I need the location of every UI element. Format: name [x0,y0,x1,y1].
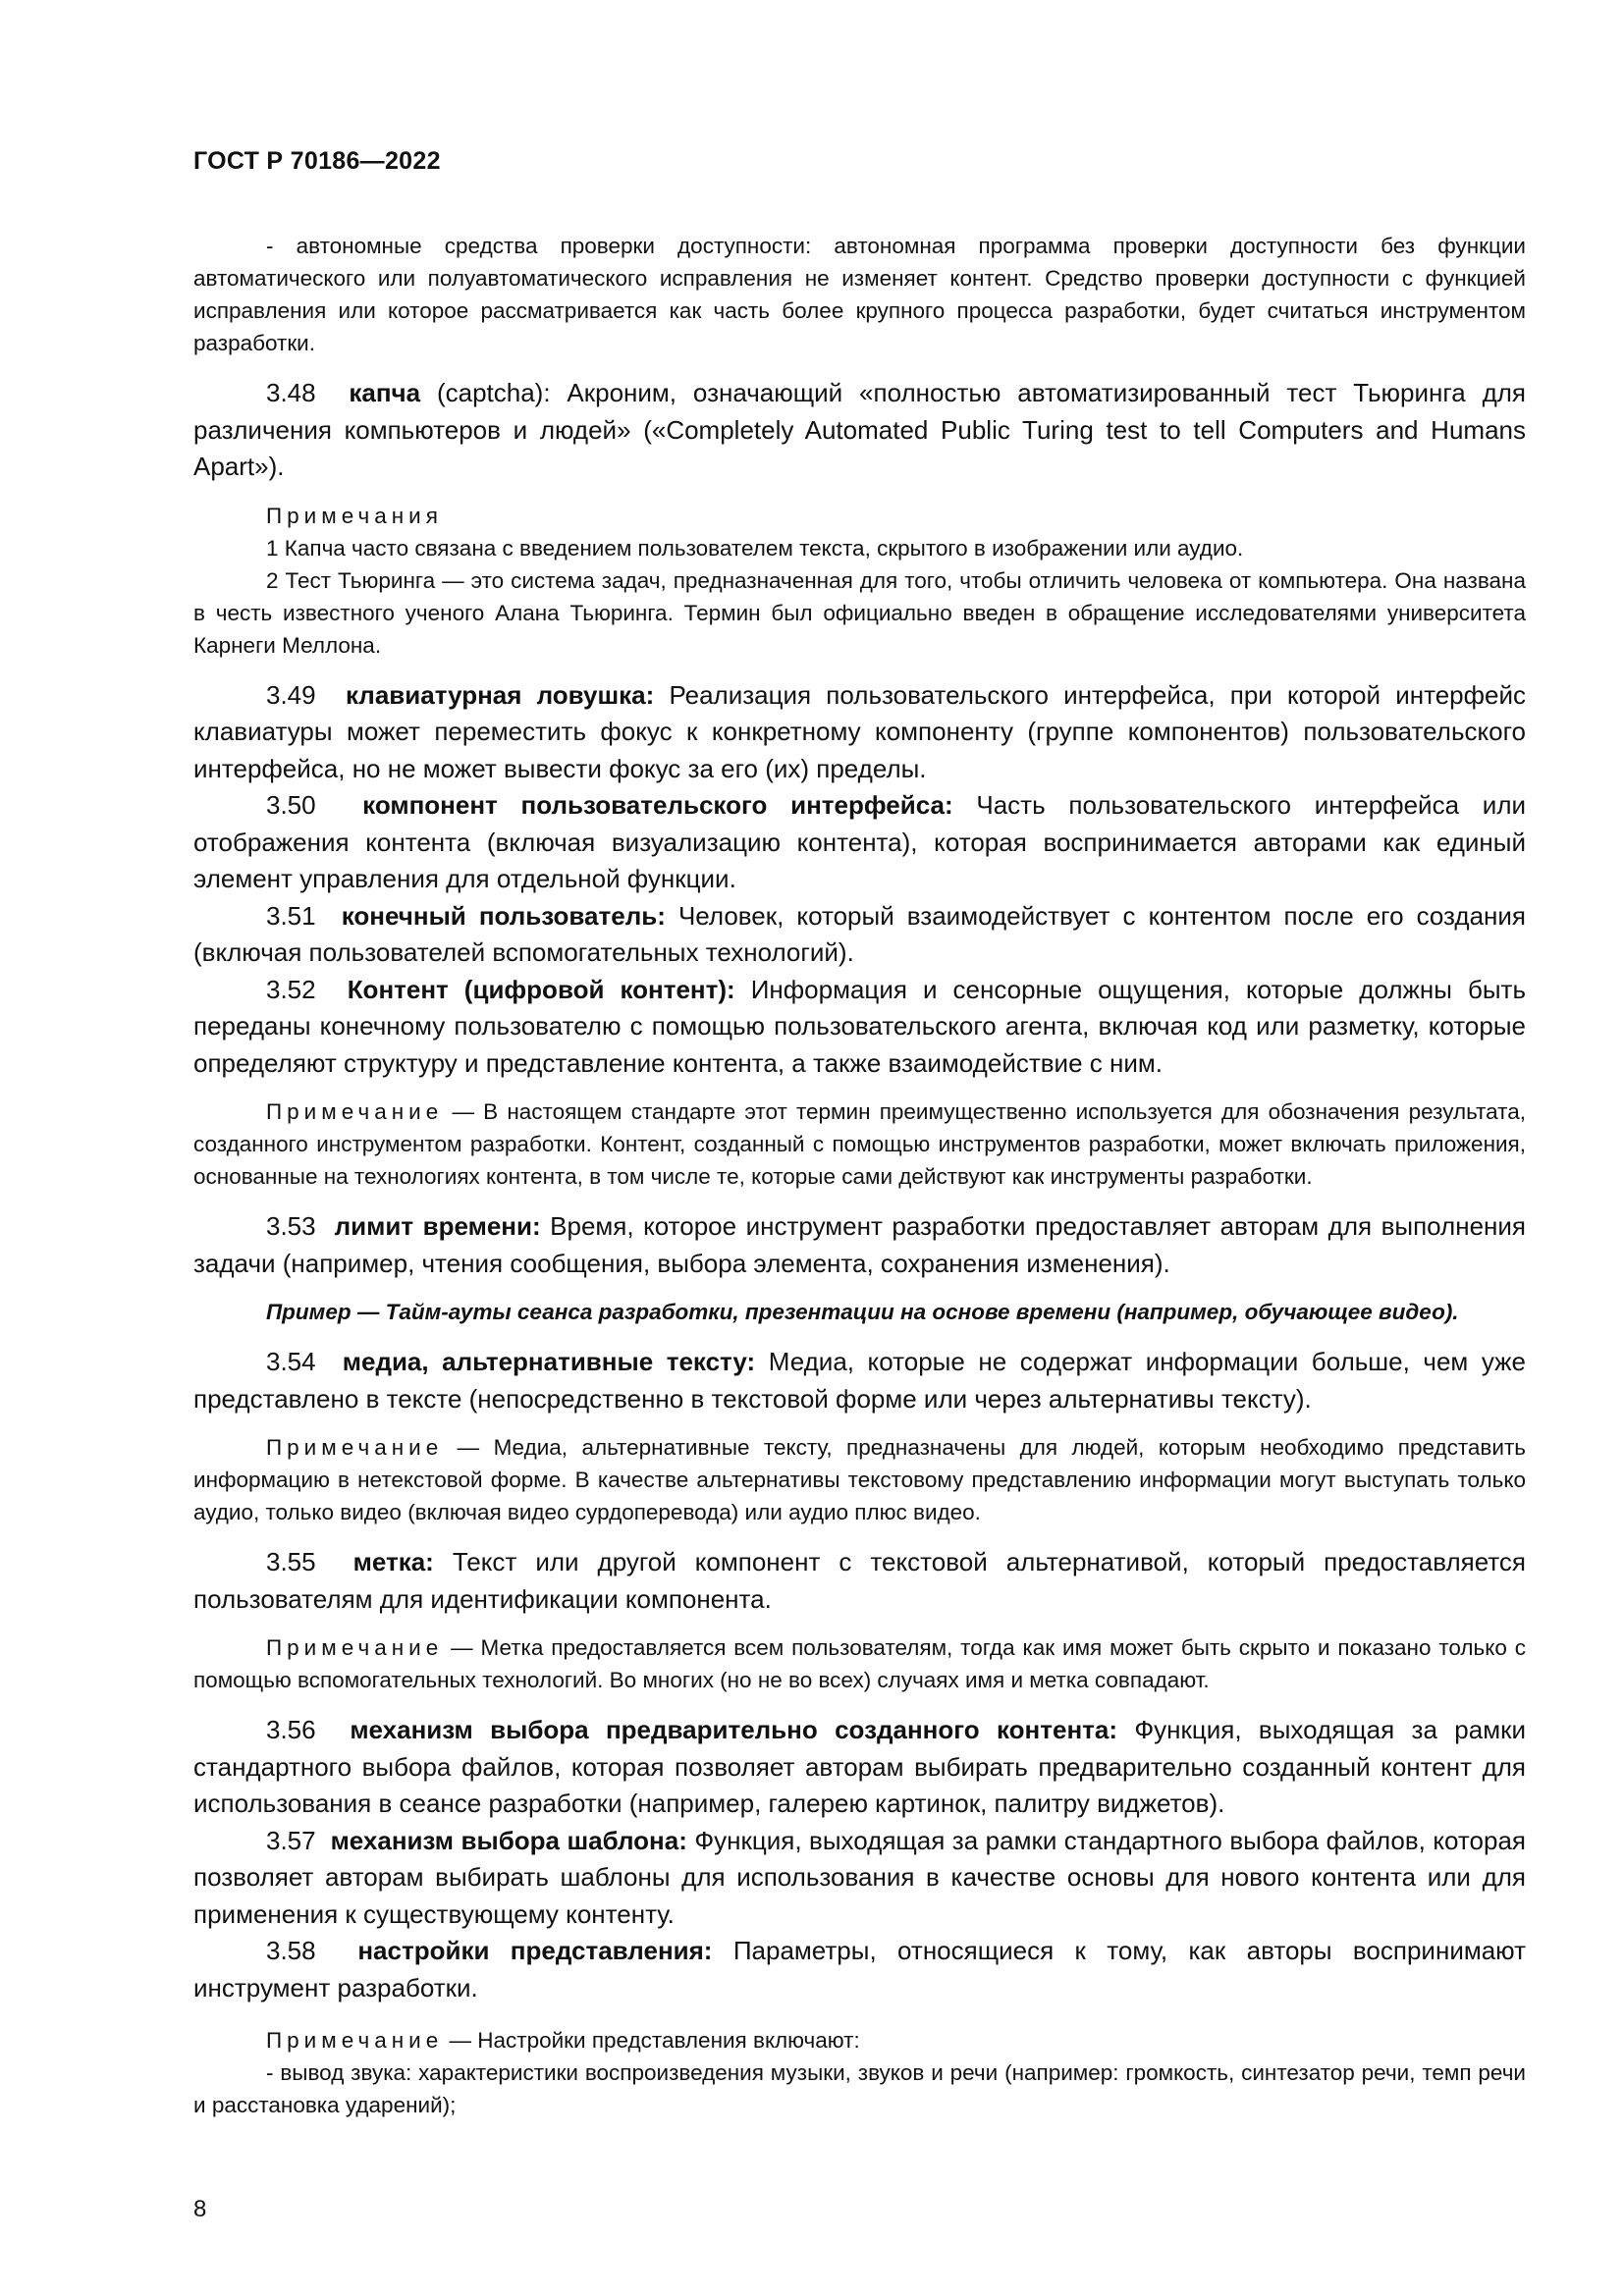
term-definition: Время, которое инструмент разработки предоставляет авторам для выполнения задачи (например, чтения сообщения, выбора элемента, сохранения изменения). [193,1211,1526,1278]
term-number: 3.56 [266,1715,316,1744]
note-label: Примечание [266,1635,444,1660]
term-definition: Медиа, которые не содержат информации больше, чем уже представлено в тексте (непосредственно в текстовой форме или через альтернативы тексту). [193,1347,1526,1414]
term-name: клавиатурная ловушка: [345,679,655,710]
note-text: — В настоящем стандарте этот термин преимущественно используется для обозначения результата, созданного инструментом разработки. Контент, созданный с помощью инструментов разработки, может включать приложения, основанные на технологиях контента, в том числе те, которые сами действуют как инструменты разработки. [193,1099,1526,1189]
term-3-53 [193,1208,1526,1282]
term-number: 3.52 [266,974,316,1004]
note-3-54 [193,1431,1526,1528]
term-name: медиа, альтернативные тексту: [342,1347,756,1376]
term-name: Контент (цифровой контент): [347,974,735,1004]
term-3-50 [193,787,1526,898]
term-3-49 [193,677,1526,788]
term-number: 3.57 [266,1825,316,1855]
term-number: 3.53 [266,1211,316,1241]
term-3-58 [193,1933,1526,2006]
note-2: 2 Тест Тьюринга — это система задач, предназначенная для того, чтобы отличить человека от компьютера. Она названа в честь известного ученого Алана Тьюринга. Термин был официально введен в обращение исследователями университета Карнеги Меллона. [193,567,1526,658]
term-definition: Реализация пользовательского интерфейса, при которой интерфейс клавиатуры может переместить фокус к конкретному компоненту (группе компонентов) пользовательского интерфейса, но не может вывести фокус за его (их) пределы. [193,679,1527,783]
note-3-55 [193,1631,1526,1696]
example-3-53: Пример — Тайм-ауты сеанса разработки, презентации на основе времени (например, обучающее видео). [266,1300,1459,1324]
term-name: настройки представления: [357,1936,713,1965]
term-number: 3.54 [266,1347,316,1376]
term-definition: Человек, который взаимодействует с контентом после его создания (включая пользователей вспомогательных технологий). [193,900,1526,967]
term-3-57 [193,1823,1526,1934]
term-3-48 [193,375,1526,486]
term-name: лимит времени: [334,1211,541,1241]
note-3-52 [193,1095,1526,1193]
note-1: 1 Капча часто связана с введением пользователем текста, скрытого в изображении или аудио. [266,535,1244,561]
term-definition: (captcha): Акроним, означающий «полностью автоматизированный тест Тьюринга для различения компьютеров и людей» («Completely Automated Public Turing test to tell Computers and Humans Apart»). [193,378,1527,481]
note-text: — Медиа, альтернативные тексту, предназначены для людей, которым необходимо представить информацию в нетекстовой форме. В качестве альтернативы текстовому представлению информации могут выступать только аудио, только видео (включая видео сурдоперевода) или аудио плюс видео. [193,1435,1526,1524]
term-name: капча [349,378,421,407]
term-name: конечный пользователь: [341,900,666,931]
term-name: метка: [352,1547,434,1576]
note-label: Примечание [266,1435,444,1460]
note-label: Примечание [266,2028,444,2053]
term-definition: Параметры, относящиеся к тому, как авторы воспринимают инструмент разработки. [193,1936,1527,2002]
term-definition: Часть пользовательского интерфейса или отображения контента (включая визуализацию контента), которая воспринимается авторами как единый элемент управления для отдельной функции. [193,790,1527,893]
note-3-58 [193,2024,1526,2056]
page-number: 8 [193,2196,207,2222]
term-definition: Функция, выходящая за рамки стандартного выбора файлов, которая позволяет авторам выбирать предварительно созданный контент для использования в сеансе разработки (например, галерею картинок, палитру виджетов). [193,1715,1526,1818]
term-number: 3.55 [266,1547,316,1576]
term-definition: Текст или другой компонент с текстовой альтернативой, который предоставляется пользователям для идентификации компонента. [193,1547,1527,1614]
notes-heading: Примечания [266,503,443,528]
term-definition: Функция, выходящая за рамки стандартного выбора файлов, которая позволяет авторам выбирать шаблоны для использования в качестве основы для нового контента или для применения к существующему контенту. [193,1825,1527,1929]
term-name: механизм выбора предварительно созданного контента: [350,1715,1117,1744]
term-3-54 [193,1344,1526,1417]
term-number: 3.58 [266,1936,316,1965]
term-name: механизм выбора шаблона: [330,1825,687,1855]
term-3-51 [193,898,1526,972]
term-number: 3.49 [266,679,316,710]
document-body [193,230,1526,2121]
term-number: 3.50 [266,790,316,820]
note-3-58-item: - вывод звука: характеристики воспроизведения музыки, звуков и речи (например: громкость, синтезатор речи, темп речи и расстановка ударений); [193,2060,1526,2117]
note-text: — Метка предоставляется всем пользователям, тогда как имя может быть скрыто и показано только с помощью вспомогательных технологий. Во многих (но не во всех) случаях имя и метка совпадают. [193,1635,1526,1692]
note-label: Примечание [266,1099,444,1124]
term-definition: Информация и сенсорные ощущения, которые должны быть переданы конечному пользователю с помощью пользовательского агента, включая код или разметку, которые определяют структуру и представление контента, а также взаимодействие с ним. [193,974,1527,1078]
note-text: — Настройки представления включают: [449,2028,860,2053]
term-number: 3.48 [266,378,316,407]
term-3-55 [193,1544,1526,1618]
term-3-56 [193,1712,1526,1823]
term-number: 3.51 [266,900,316,931]
term-name: компонент пользовательского интерфейса: [362,790,953,820]
document-id-header: ГОСТ Р 70186—2022 [193,147,441,175]
term-3-52 [193,972,1526,1083]
bullet-standalone-checkers: - автономные средства проверки доступности: автономная программа проверки доступности без функции автоматического или полуавтоматического исправления не изменяет контент. Средство проверки доступности с функцией исправления или которое рассматривается как часть более крупного процесса разработки, будет считаться инструментом разработки. [193,234,1526,355]
